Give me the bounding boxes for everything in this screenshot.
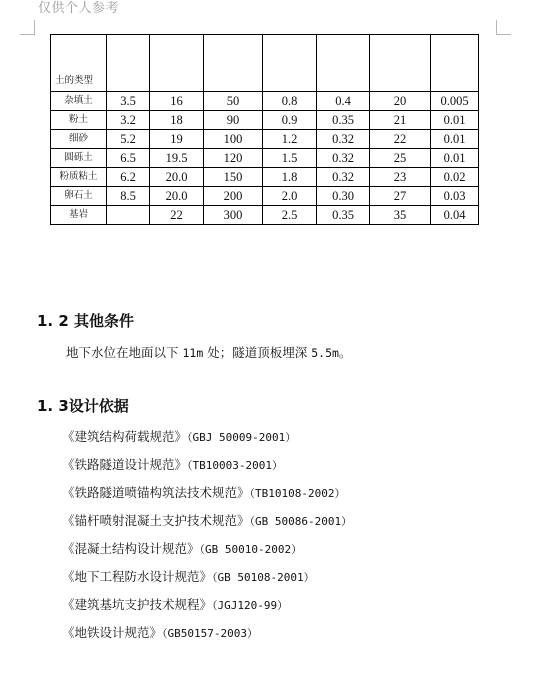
table-cell: 22: [370, 130, 431, 149]
table-cell: 20: [370, 92, 431, 111]
reference-title: 《建筑结构荷载规范》: [62, 429, 188, 444]
table-row: [51, 206, 479, 225]
section-heading-design-basis: 1. 3设计依据: [37, 397, 129, 415]
design-reference-list: [62, 427, 352, 651]
table-cell: 0.4: [317, 92, 370, 111]
table-cell: 16: [150, 92, 204, 111]
table-cell: 100: [204, 130, 263, 149]
row-label: 粉土: [51, 111, 107, 130]
paragraph-text: 。: [338, 345, 352, 360]
table-cell: 18: [150, 111, 204, 130]
reference-code: （TB10003-2001）: [187, 459, 283, 472]
table-cell: 3.2: [107, 111, 150, 130]
section-heading-other-conditions: 1. 2 其他条件: [37, 312, 135, 330]
table-cell: 20.0: [150, 187, 204, 206]
header-cell: [431, 35, 479, 92]
table-cell: 23: [370, 168, 431, 187]
table-cell: 2.0: [263, 187, 317, 206]
header-cell: [204, 35, 263, 92]
row-label: 粉质粘土: [51, 168, 107, 187]
header-cell: [370, 35, 431, 92]
reference-title: 《铁路隧道喷锚构筑法技术规范》: [62, 485, 250, 500]
table-cell: 0.01: [431, 149, 479, 168]
list-item: [62, 455, 352, 483]
reference-title: 《锚杆喷射混凝土支护技术规范》: [62, 513, 250, 528]
table-cell: 300: [204, 206, 263, 225]
header-cell: [263, 35, 317, 92]
table-cell: 90: [204, 111, 263, 130]
header-cell: [107, 35, 150, 92]
table-row: [51, 187, 479, 206]
row-label: 杂填土: [51, 92, 107, 111]
list-item: [62, 567, 352, 595]
table-cell: 25: [370, 149, 431, 168]
reference-code: （GB 50108-2001）: [212, 571, 315, 584]
paragraph-text: 处；隧道顶板埋深: [203, 345, 312, 360]
table-row: [51, 168, 479, 187]
list-item: [62, 539, 352, 567]
table-cell: 0.35: [317, 111, 370, 130]
table-row: [51, 130, 479, 149]
table-cell: 6.2: [107, 168, 150, 187]
table-cell: 120: [204, 149, 263, 168]
table-cell: 21: [370, 111, 431, 130]
table-cell: 200: [204, 187, 263, 206]
row-label: 圆砾土: [51, 149, 107, 168]
header-cell: [317, 35, 370, 92]
table-cell: 6.5: [107, 149, 150, 168]
table-cell: 1.8: [263, 168, 317, 187]
reference-code: （GB 50010-2002）: [199, 543, 303, 556]
table-cell: 1.5: [263, 149, 317, 168]
table-header-row: [51, 35, 479, 92]
table-row: [51, 111, 479, 130]
table-cell: 27: [370, 187, 431, 206]
table-cell: 2.5: [263, 206, 317, 225]
table-row: [51, 149, 479, 168]
row-label: 基岩: [51, 206, 107, 225]
header-cell: [150, 35, 204, 92]
list-item: [62, 511, 352, 539]
paragraph-text: 地下水位在地面以下: [66, 345, 183, 360]
reference-code: （GB50157-2003）: [162, 627, 258, 640]
list-item: [62, 427, 352, 455]
reference-code: （GB 50086-2001）: [249, 515, 353, 528]
table-cell: 50: [204, 92, 263, 111]
reference-title: 《地下工程防水设计规范》: [62, 569, 213, 584]
table-cell: 1.2: [263, 130, 317, 149]
table-row: [51, 92, 479, 111]
reference-title: 《地铁设计规范》: [62, 625, 163, 640]
table-cell: [107, 206, 150, 225]
list-item: [62, 483, 352, 511]
reference-title: 《混凝土结构设计规范》: [62, 541, 200, 556]
list-item: [62, 595, 352, 623]
table-cell: 0.01: [431, 130, 479, 149]
table-cell: 8.5: [107, 187, 150, 206]
table-cell: 19.5: [150, 149, 204, 168]
reference-code: （GBJ 50009-2001）: [187, 431, 297, 444]
table-cell: 0.04: [431, 206, 479, 225]
table-cell: 0.9: [263, 111, 317, 130]
table-cell: 0.03: [431, 187, 479, 206]
row-label: 卵石土: [51, 187, 107, 206]
table-cell: 22: [150, 206, 204, 225]
table-cell: 0.01: [431, 111, 479, 130]
row-label: 细砂: [51, 130, 107, 149]
reference-code: （TB10108-2002）: [249, 487, 346, 500]
other-conditions-paragraph: [66, 343, 351, 361]
table-cell: 0.35: [317, 206, 370, 225]
table-cell: 150: [204, 168, 263, 187]
table-cell: 0.32: [317, 130, 370, 149]
watermark-text: 仅供个人参考: [38, 1, 120, 16]
table-cell: 3.5: [107, 92, 150, 111]
table-cell: 0.30: [317, 187, 370, 206]
list-item: [62, 623, 352, 651]
page-margin-mark-top-left: [20, 20, 35, 35]
table-cell: 0.32: [317, 149, 370, 168]
table-cell: 0.02: [431, 168, 479, 187]
header-cell-soil-type: 土的类型: [51, 35, 107, 92]
soil-parameter-table: [50, 34, 479, 225]
table-cell: 20.0: [150, 168, 204, 187]
table-cell: 0.8: [263, 92, 317, 111]
table-cell: 0.32: [317, 168, 370, 187]
reference-title: 《铁路隧道设计规范》: [62, 457, 188, 472]
table-cell: 0.005: [431, 92, 479, 111]
water-table-depth: 11m: [182, 346, 204, 360]
table-cell: 19: [150, 130, 204, 149]
page-margin-mark-top-right: [496, 20, 511, 35]
tunnel-cover-depth: 5.5m: [311, 346, 339, 360]
reference-title: 《建筑基坑支护技术规程》: [62, 597, 213, 612]
table-cell: 35: [370, 206, 431, 225]
table-cell: 5.2: [107, 130, 150, 149]
reference-code: （JGJ120-99）: [212, 599, 289, 612]
